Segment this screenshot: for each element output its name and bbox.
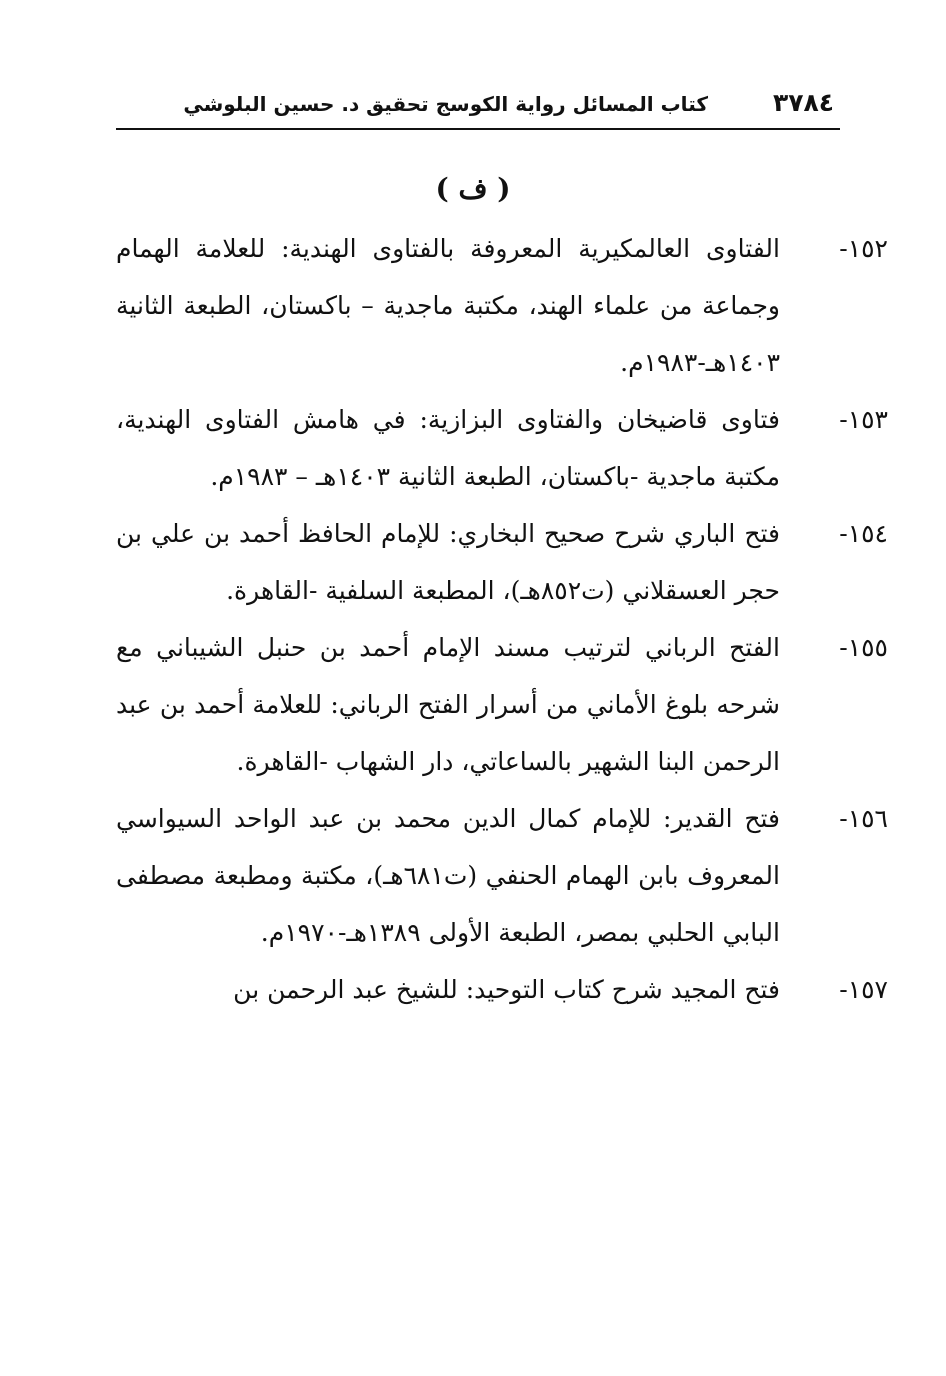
entry-text: فتاوى قاضيخان والفتاوى البزازية: في هامش الفتاوى الهندية، مكتبة ماجدية -باكستان، الطبعة الثانية ١٤٠٣هـ – ١٩٨٣م. [116,405,780,491]
bibliography-list [116,220,888,1018]
bibliography-entry-157 [116,961,888,1018]
bibliography-entry-152 [116,220,888,391]
bibliography-entry-154 [116,505,888,619]
entry-number: ١٥٧- [839,975,888,1004]
entry-number: ١٥٦- [839,804,888,833]
book-title: كتاب المسائل رواية الكوسج تحقيق د. حسين البلوشي [183,92,708,116]
entry-text: فتح الباري شرح صحيح البخاري: للإمام الحافظ أحمد بن علي بن حجر العسقلاني (ت٨٥٢هـ)، المطبعة السلفية -القاهرة. [116,519,780,605]
entry-text: فتح المجيد شرح كتاب التوحيد: للشيخ عبد الرحمن بن [233,975,780,1004]
entry-number: ١٥٣- [839,405,888,434]
bibliography-entry-153 [116,391,888,505]
entry-text: الفتاوى العالمكيرية المعروفة بالفتاوى الهندية: للعلامة الهمام وجماعة من علماء الهند، مكتبة ماجدية – باكستان، الطبعة الثانية ١٤٠٣هـ-١٩٨٣م. [116,234,780,377]
entry-text: فتح القدير: للإمام كمال الدين محمد بن عبد الواحد السيواسي المعروف بابن الهمام الحنفي (ت٦٨١هـ)، مكتبة ومطبعة مصطفى البابي الحلبي بمصر، الطبعة الأولى ١٣٨٩هـ-١٩٧٠م. [116,804,780,947]
bibliography-entry-155 [116,619,888,790]
section-heading: ( ف ) [435,172,511,205]
entry-number: ١٥٤- [839,519,888,548]
running-header [116,84,840,130]
entry-text: الفتح الرباني لترتيب مسند الإمام أحمد بن حنبل الشيباني مع شرحه بلوغ الأماني من أسرار الفتح الرباني: للعلامة أحمد بن عبد الرحمن البنا الشهير بالساعاتي، دار الشهاب -القاهرة. [116,633,780,776]
page-number: ٣٧٨٤ [772,88,834,117]
entry-number: ١٥٥- [839,633,888,662]
bibliography-entry-156 [116,790,888,961]
entry-number: ١٥٢- [839,234,888,263]
